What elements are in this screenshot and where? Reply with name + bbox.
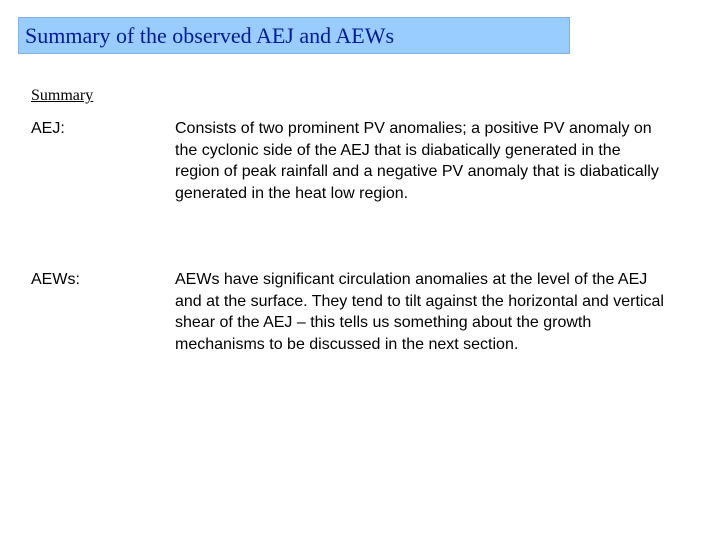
summary-subheading: Summary: [31, 87, 94, 104]
entry-term-aews: AEWs:: [31, 271, 80, 288]
entry-description-aews: AEWs have significant circulation anomalies at the level of the AEJ and at the surface. They tend to tilt against the horizontal and vertical shear of the AEJ – this tells us something about the growth mechanisms to be discussed in the next section.: [175, 271, 664, 353]
entry-description-aej: Consists of two prominent PV anomalies; a positive PV anomaly on the cyclonic side of the AEJ that is diabatically generated in the region of peak rainfall and a negative PV anomaly that is diabatically generated in the heat low region.: [175, 120, 659, 202]
entry-term-aej: AEJ:: [31, 120, 65, 137]
title-bar: [18, 17, 570, 54]
slide-title: Summary of the observed AEJ and AEWs: [25, 23, 395, 48]
